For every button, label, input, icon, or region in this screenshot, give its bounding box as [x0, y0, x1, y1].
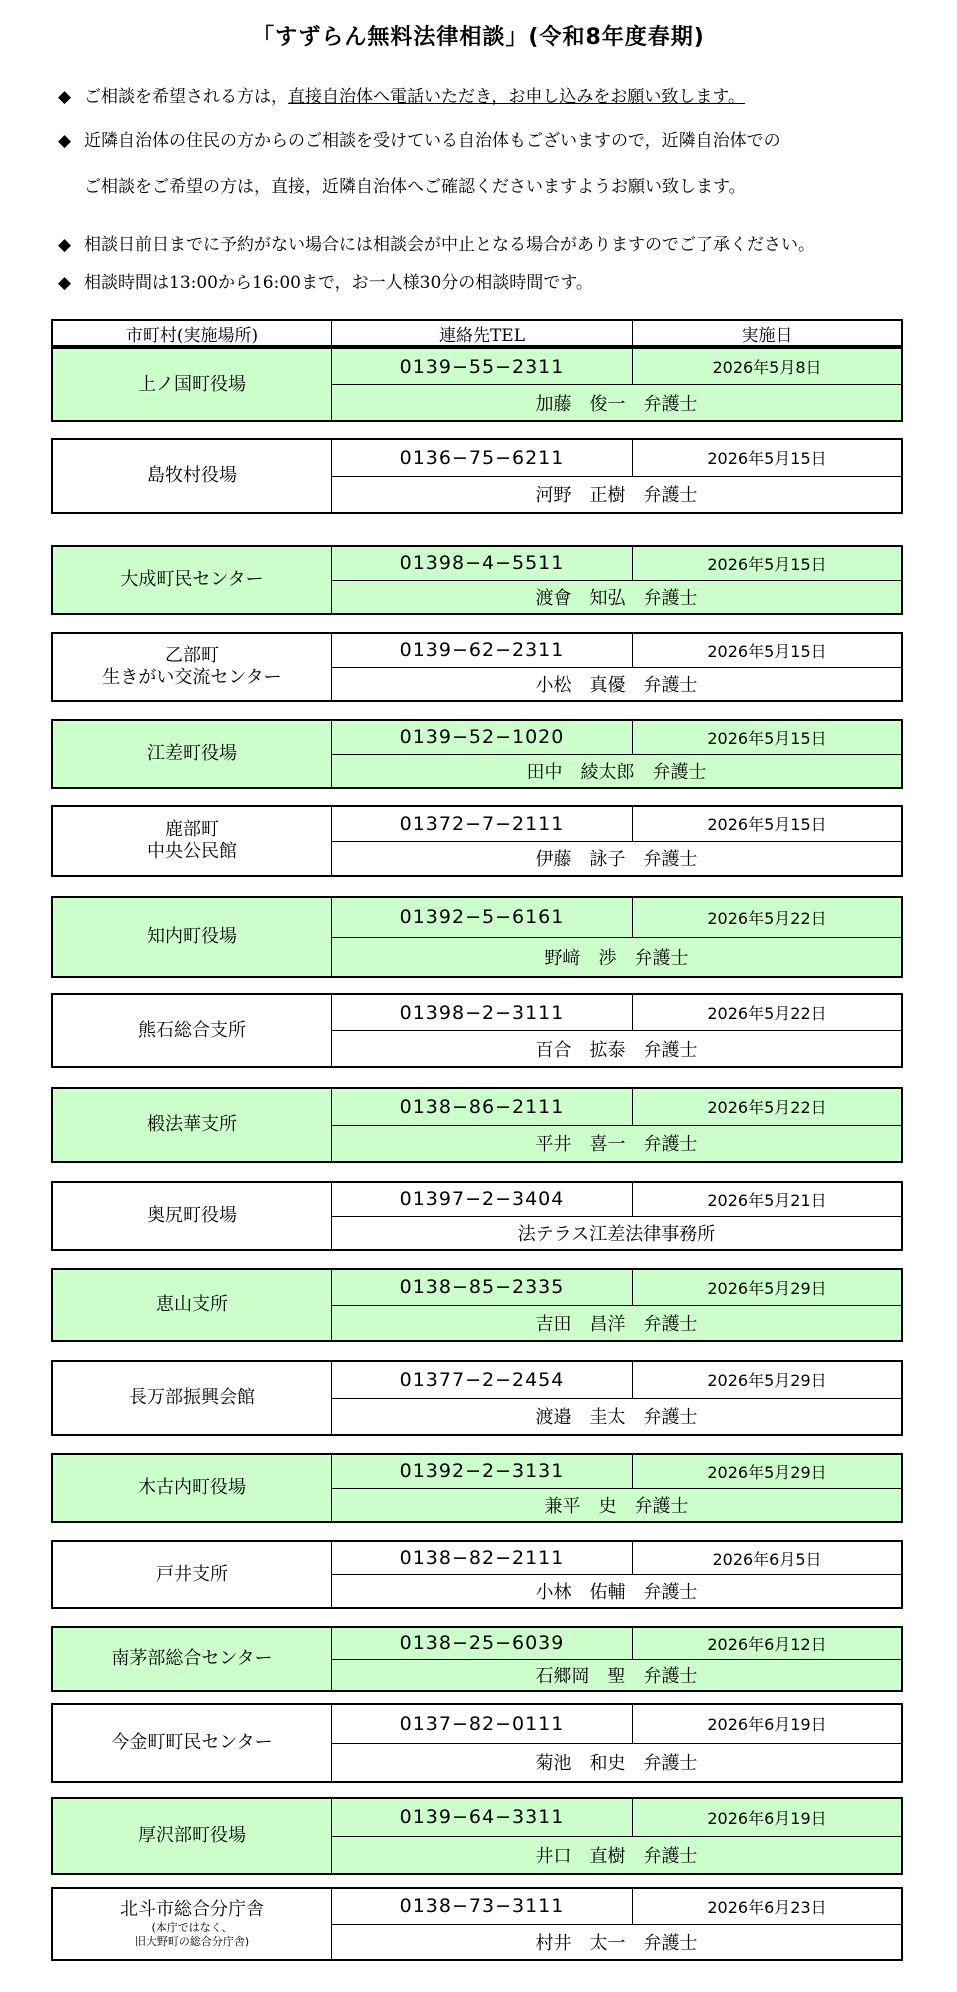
- place-name: 島牧村役場: [147, 465, 237, 486]
- place-name: 熊石総合支所: [138, 1019, 246, 1041]
- entry-tel: 0136−75−6211: [332, 440, 633, 476]
- entry-lawyer: 兼平 史 弁護士: [544, 1495, 689, 1517]
- entry-date: 2026年5月21日: [707, 1190, 827, 1210]
- consultation-entry: [51, 1453, 903, 1523]
- place-note: (本庁ではなく、: [151, 1921, 233, 1934]
- diamond-bullet-icon: ◆: [58, 235, 72, 255]
- entry-date: 2026年5月29日: [707, 1462, 827, 1482]
- consultation-entry: [51, 719, 903, 789]
- entry-lawyer: 石郷岡 聖 弁護士: [535, 1665, 698, 1687]
- entry-date: 2026年5月22日: [707, 908, 827, 928]
- place-name: 椴法華支所: [147, 1114, 237, 1135]
- notice-neighbor-continued: ご相談をご希望の方は，直接，近隣自治体へご確認くださいますようお願い致します。: [84, 177, 746, 197]
- entry-lawyer: 伊藤 詠子 弁護士: [535, 849, 698, 871]
- entry-tel: 01398−4−5511: [332, 547, 633, 580]
- notice-text: ご相談を希望される方は，: [84, 87, 288, 107]
- entry-lawyer: 井口 直樹 弁護士: [535, 1845, 698, 1867]
- entry-place: [53, 634, 332, 700]
- entry-tel: 01398−2−3111: [332, 995, 633, 1030]
- header-tel: 連絡先TEL: [332, 321, 633, 345]
- entry-place: [53, 1455, 332, 1521]
- entry-place: [53, 1362, 332, 1434]
- entry-date: 2026年5月15日: [707, 641, 827, 661]
- place-name: 奥尻町役場: [147, 1205, 237, 1226]
- notice-text: 近隣自治体の住民の方からのご相談を受けている自治体もございますので，近隣自治体での: [84, 131, 781, 151]
- entry-lawyer: 河野 正樹 弁護士: [535, 485, 698, 507]
- entry-lawyer: 菊池 和史 弁護士: [535, 1753, 698, 1775]
- header-date: 実施日: [741, 325, 793, 346]
- consultation-entry: [51, 805, 903, 877]
- entry-lawyer: 百合 拡泰 弁護士: [535, 1039, 698, 1061]
- notice-text: 相談日前日までに予約がない場合には相談会が中止となる場合がありますのでご了承ください。: [84, 235, 815, 255]
- entry-place: [53, 1183, 332, 1249]
- consultation-entry: [51, 1268, 903, 1342]
- place-name-line2: 生きがい交流センター: [102, 667, 282, 688]
- consultation-entry: [51, 1703, 903, 1783]
- entry-lawyer: 村井 太一 弁護士: [535, 1932, 698, 1954]
- entry-tel: 01392−5−6161: [332, 898, 633, 937]
- entry-lawyer: 田中 綾太郎 弁護士: [526, 761, 707, 783]
- entry-tel: 0139−55−2311: [332, 349, 633, 384]
- entry-place: [53, 1542, 332, 1607]
- entry-place: [53, 1705, 332, 1781]
- consultation-entry: [51, 1626, 903, 1692]
- place-name: 木古内町役場: [138, 1477, 246, 1498]
- entry-date: 2026年5月15日: [707, 449, 827, 469]
- header-place: 市町村(実施場所): [53, 321, 332, 345]
- entry-date: 2026年5月15日: [707, 554, 827, 574]
- consultation-entry: [51, 1887, 903, 1961]
- place-name: 厚沢部町役場: [138, 1825, 246, 1846]
- consultation-entry: [51, 438, 903, 514]
- entry-lawyer: 平井 喜一 弁護士: [535, 1134, 698, 1156]
- entry-lawyer: 法テラス江差法律事務所: [517, 1223, 716, 1245]
- place-name: 恵山支所: [156, 1294, 228, 1315]
- place-name: 乙部町: [165, 645, 219, 666]
- entry-date: 2026年5月15日: [707, 815, 827, 835]
- entry-date: 2026年5月22日: [707, 1004, 827, 1023]
- place-name: 南茅部総合センター: [111, 1648, 273, 1669]
- consultation-entry: [51, 347, 903, 422]
- entry-tel: 01372−7−2111: [332, 807, 633, 841]
- entry-tel: 0138−85−2335: [332, 1270, 633, 1305]
- entry-place: [53, 807, 332, 875]
- entry-date: 2026年6月19日: [707, 1808, 827, 1828]
- place-name-line2: 中央公民館: [147, 841, 237, 862]
- place-note: 旧大野町の総合分庁舎): [134, 1935, 250, 1948]
- entry-place: [53, 1628, 332, 1690]
- entry-lawyer: 渡邉 圭太 弁護士: [535, 1407, 698, 1429]
- consultation-entry: [51, 1360, 903, 1436]
- place-name: 知内町役場: [147, 926, 237, 947]
- entry-place: [53, 1889, 332, 1959]
- consultation-entry: [51, 1181, 903, 1251]
- entry-place: [53, 1270, 332, 1340]
- entry-place: [53, 1089, 332, 1161]
- entry-date: 2026年5月22日: [707, 1098, 827, 1118]
- page-title: 「すずらん無料法律相談」(令和8年度春期): [252, 25, 705, 50]
- table-header: [51, 319, 903, 347]
- entry-lawyer: 加藤 俊一 弁護士: [535, 393, 698, 415]
- entry-date: 2026年6月19日: [707, 1715, 827, 1735]
- notice-apply: [58, 82, 745, 107]
- consultation-entry: [51, 1540, 903, 1609]
- entry-place: [53, 995, 332, 1066]
- entry-lawyer: 渡會 知弘 弁護士: [535, 587, 698, 609]
- notice-neighbor: [58, 126, 781, 151]
- entry-date: 2026年6月23日: [707, 1897, 827, 1917]
- place-name: 江差町役場: [147, 743, 237, 764]
- consultation-entry: [51, 545, 903, 615]
- entry-date: 2026年5月29日: [707, 1371, 827, 1391]
- consultation-entry: [51, 993, 903, 1068]
- diamond-bullet-icon: ◆: [58, 273, 72, 293]
- entry-tel: 0138−73−3111: [332, 1889, 633, 1924]
- entry-place: [53, 440, 332, 512]
- entry-lawyer: 吉田 昌洋 弁護士: [535, 1313, 698, 1335]
- entry-tel: 0138−25−6039: [332, 1628, 633, 1659]
- entry-place: [53, 721, 332, 787]
- entry-date: 2026年5月8日: [712, 358, 822, 377]
- entry-tel: 0139−64−3311: [332, 1799, 633, 1836]
- entry-place: [53, 1799, 332, 1873]
- place-name: 戸井支所: [156, 1563, 228, 1585]
- place-name: 上ノ国町役場: [138, 373, 246, 395]
- place-name: 北斗市総合分庁舎: [120, 1899, 264, 1920]
- notice-cancel: [58, 230, 815, 255]
- entry-place: [53, 898, 332, 976]
- entry-lawyer: 野﨑 渉 弁護士: [544, 947, 689, 969]
- diamond-bullet-icon: ◆: [58, 131, 72, 151]
- diamond-bullet-icon: ◆: [58, 87, 72, 107]
- consultation-entry: [51, 1087, 903, 1163]
- notice-text: 相談時間は13:00から16:00まで，お一人様30分の相談時間です。: [84, 273, 593, 293]
- entry-place: [53, 349, 332, 420]
- entry-tel: 01392−2−3131: [332, 1455, 633, 1488]
- place-name: 鹿部町: [165, 819, 219, 840]
- consultation-entry: [51, 896, 903, 978]
- entry-date: 2026年6月12日: [707, 1634, 827, 1654]
- notice-underlined-text: 直接自治体へ電話いただき，お申し込みをお願い致します。: [288, 87, 745, 107]
- entry-tel: 01377−2−2454: [332, 1362, 633, 1398]
- entry-tel: 0139−62−2311: [332, 634, 633, 667]
- entry-date: 2026年5月15日: [707, 728, 827, 748]
- place-name: 今金町町民センター: [111, 1732, 273, 1753]
- notice-hours: [58, 268, 593, 293]
- entry-lawyer: 小松 真優 弁護士: [535, 674, 698, 696]
- entry-tel: 0138−82−2111: [332, 1542, 633, 1574]
- place-name: 大成町民センター: [120, 569, 264, 590]
- place-name: 長万部振興会館: [129, 1387, 255, 1408]
- entry-tel: 0139−52−1020: [332, 721, 633, 754]
- entry-tel: 0137−82−0111: [332, 1705, 633, 1743]
- consultation-entry: [51, 632, 903, 702]
- consultation-entry: [51, 1797, 903, 1875]
- entry-place: [53, 547, 332, 613]
- entry-date: 2026年6月5日: [712, 1549, 822, 1569]
- entry-tel: 01397−2−3404: [332, 1183, 633, 1216]
- entry-date: 2026年5月29日: [707, 1278, 827, 1298]
- entry-lawyer: 小林 佑輔 弁護士: [535, 1582, 698, 1603]
- entry-tel: 0138−86−2111: [332, 1089, 633, 1125]
